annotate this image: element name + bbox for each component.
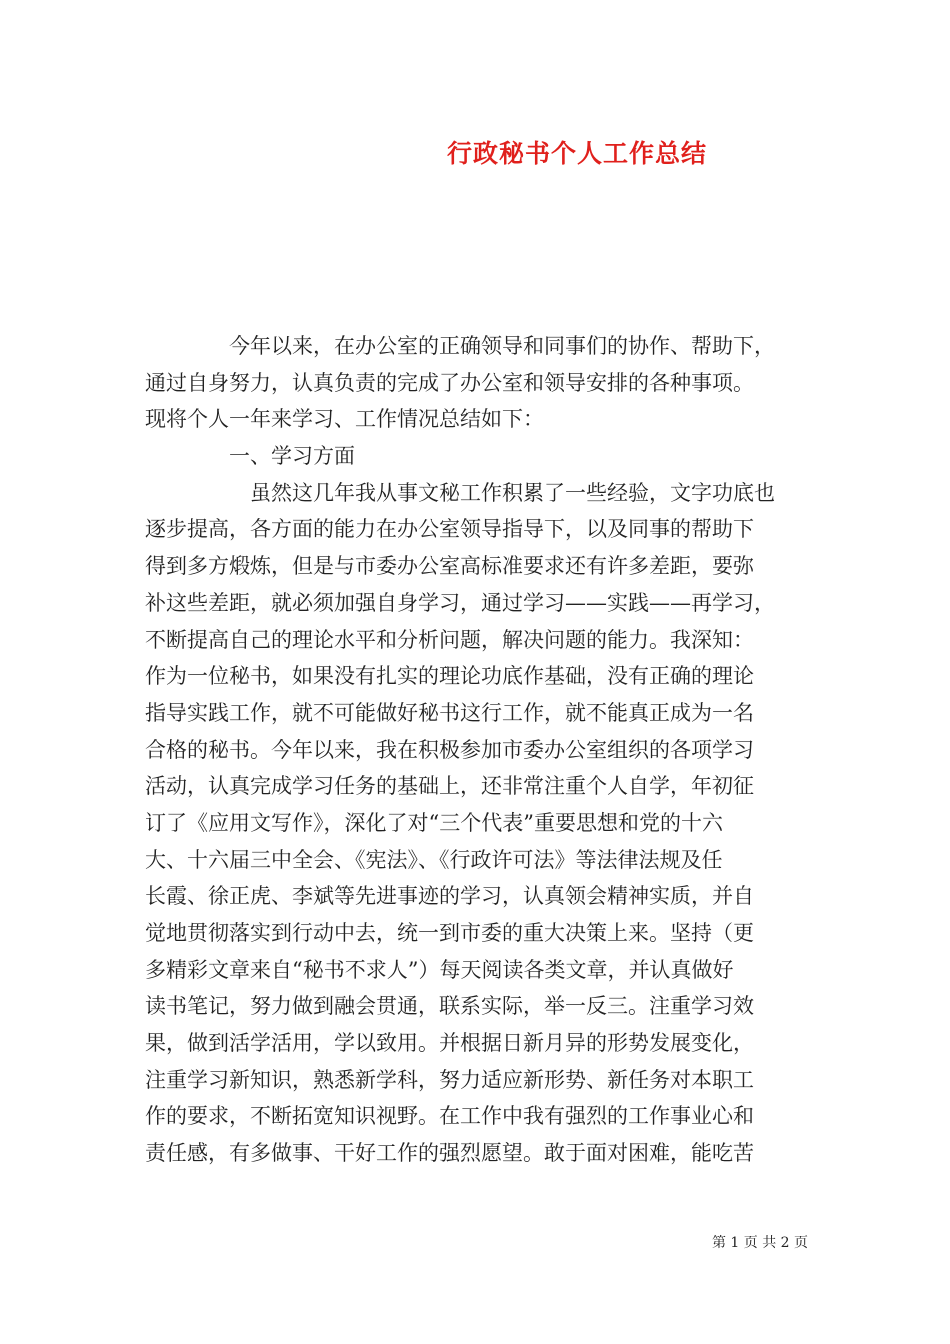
body-line: 通过自身努力，认真负责的完成了办公室和领导安排的各种事项。 [145, 370, 754, 395]
page-number-footer: 第 1 页 共 2 页 [711, 1235, 809, 1251]
body-line: 订了《应用文写作》，深化了对“三个代表”重要思想和党的十六 [145, 810, 723, 835]
body-line: 读书笔记，努力做到融会贯通，联系实际，举一反三。注重学习效 [145, 994, 754, 1019]
body-line: 活动，认真完成学习任务的基础上，还非常注重个人自学，年初征 [145, 774, 754, 799]
body-line: 得到多方煅炼，但是与市委办公室高标准要求还有许多差距，要弥 [145, 554, 754, 579]
body-line: 合格的秘书。今年以来，我在积极参加市委办公室组织的各项学习 [145, 737, 754, 762]
body-line: 责任感，有多做事、干好工作的强烈愿望。敢于面对困难，能吃苦 [145, 1141, 754, 1166]
body-line: 逐步提高，各方面的能力在办公室领导指导下，以及同事的帮助下 [145, 517, 754, 542]
body-line: 觉地贯彻落实到行动中去，统一到市委的重大决策上来。坚持（更 [145, 921, 754, 945]
body-line: 果，做到活学活用，学以致用。并根据日新月异的形势发展变化， [145, 1031, 754, 1056]
body-line: 虽然这几年我从事文秘工作积累了一些经验，文字功底也 [145, 480, 775, 505]
body-line: 作为一位秘书，如果没有扎实的理论功底作基础，没有正确的理论 [145, 664, 754, 689]
document-body [145, 328, 810, 1172]
body-line: 补这些差距，就必须加强自身学习，通过学习——实践——再学习， [145, 590, 775, 615]
body-line: 注重学习新知识，熟悉新学科，努力适应新形势、新任务对本职工 [145, 1067, 754, 1092]
body-line: 长霞、徐正虎、李斌等先进事迹的学习，认真领会精神实质，并自 [145, 884, 754, 909]
body-line: 大、十六届三中全会、《宪法》、《行政许可法》等法律法规及任 [145, 847, 723, 872]
body-line: 作的要求，不断拓宽知识视野。在工作中我有强烈的工作事业心和 [145, 1104, 754, 1129]
section-heading: 一、学习方面 [145, 444, 355, 469]
body-line: 今年以来，在办公室的正确领导和同事们的协作、帮助下， [145, 334, 775, 358]
body-line: 现将个人一年来学习、工作情况总结如下： [145, 407, 544, 432]
body-line: 不断提高自己的理论水平和分析问题，解决问题的能力。我深知： [145, 627, 754, 652]
document-title: 行政秘书个人工作总结 [446, 139, 707, 168]
body-line: 指导实践工作，就不可能做好秘书这行工作，就不能真正成为一名 [145, 700, 754, 725]
body-line: 多精彩文章来自“秘书不求人”）每天阅读各类文章，并认真做好 [145, 957, 734, 982]
